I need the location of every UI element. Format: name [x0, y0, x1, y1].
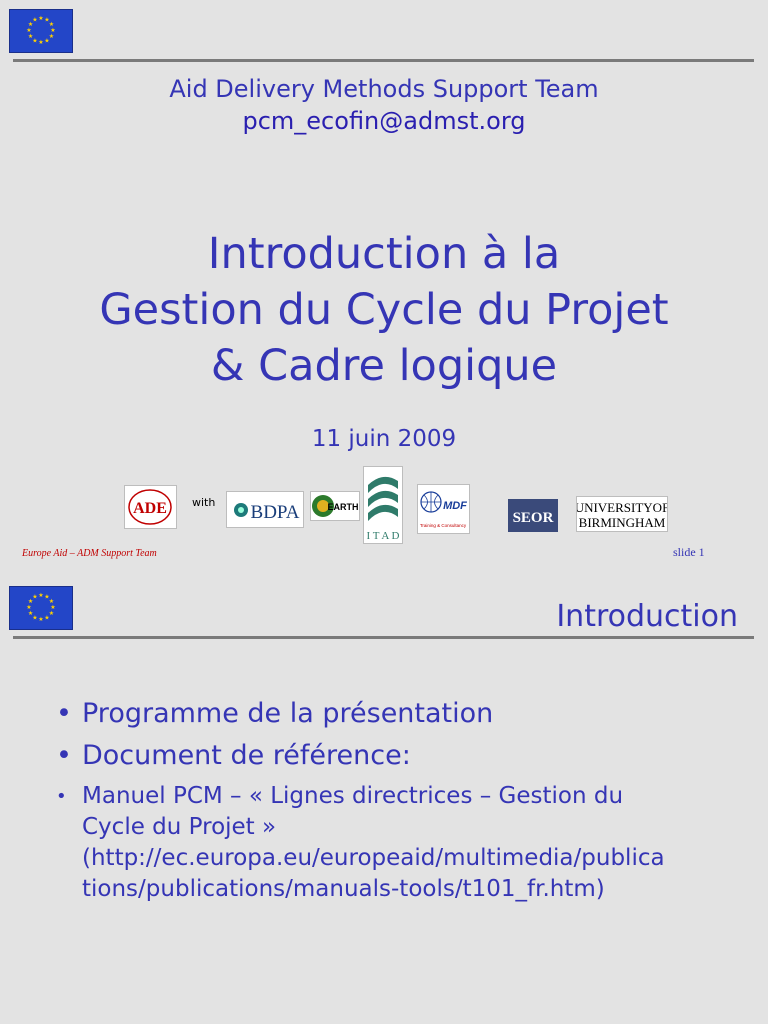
team-name: Aid Delivery Methods Support Team	[169, 75, 599, 103]
svg-text:★: ★	[27, 610, 34, 617]
svg-text:★: ★	[38, 616, 44, 623]
svg-text:★: ★	[48, 21, 55, 28]
mdf-logo-text: MDF	[443, 500, 467, 512]
ade-logo	[124, 485, 177, 529]
svg-text:★: ★	[26, 604, 32, 611]
sub-bullet-manual	[56, 781, 756, 905]
mdf-logo	[417, 484, 470, 534]
svg-text:★: ★	[26, 27, 32, 34]
svg-text:★: ★	[38, 592, 44, 599]
seor-logo-text: SEOR	[512, 510, 554, 526]
svg-text:★: ★	[44, 593, 50, 601]
svg-text:★: ★	[27, 33, 34, 40]
bullet-text: Document de référence:	[82, 740, 411, 771]
bullet-item-document	[56, 735, 756, 777]
svg-text:★: ★	[32, 16, 38, 24]
itad-logo-text: I T A D	[366, 530, 400, 542]
eu-flag-icon-2	[9, 586, 73, 630]
bullet-dot: •	[56, 698, 72, 729]
bullet-item-programme	[56, 693, 756, 735]
svg-text:★: ★	[27, 598, 34, 605]
slide2-heading: Introduction	[556, 599, 738, 634]
sub-bullet-line-3[interactable]: (http://ec.europa.eu/europeaid/multimedia/publica	[82, 845, 665, 871]
svg-text:★: ★	[38, 39, 44, 46]
svg-text:★: ★	[48, 33, 55, 40]
title-line-2: Gestion du Cycle du Projet	[99, 285, 669, 335]
earth-logo-text: EARTH	[327, 502, 359, 512]
slide-title	[0, 226, 768, 394]
svg-text:★: ★	[48, 610, 55, 617]
header-rule	[13, 59, 754, 62]
svg-text:★: ★	[38, 15, 44, 22]
mdf-logo-subtext: Training & Consultancy	[419, 523, 467, 528]
bullet-text: Programme de la présentation	[82, 698, 494, 729]
main-bullets	[56, 693, 756, 777]
header-rule-2	[13, 636, 754, 639]
contact-email[interactable]: pcm_ecofin@admst.org	[242, 107, 526, 135]
birmingham-logo	[576, 496, 668, 532]
itad-logo	[363, 466, 403, 544]
slide-number: slide 1	[673, 545, 705, 559]
bullet-dot: •	[56, 740, 72, 771]
birmingham-logo-line2: BIRMINGHAM	[578, 515, 666, 530]
earth-logo	[310, 491, 360, 521]
svg-text:★: ★	[44, 16, 50, 24]
sub-bullet-dot: •	[56, 786, 67, 807]
svg-text:★: ★	[32, 614, 38, 622]
bdpa-logo	[226, 491, 304, 528]
sub-bullet-line-2: Cycle du Projet »	[82, 814, 277, 840]
svg-text:★: ★	[32, 37, 38, 45]
bdpa-logo-text: BDPA	[250, 502, 300, 523]
with-label: with	[192, 496, 216, 509]
presentation-date: 11 juin 2009	[311, 426, 457, 452]
svg-text:★: ★	[50, 604, 56, 611]
ade-logo-text: ADE	[133, 500, 167, 517]
svg-text:★: ★	[27, 21, 34, 28]
svg-text:★: ★	[44, 614, 50, 622]
birmingham-logo-line1: UNIVERSITYOF	[577, 500, 667, 515]
svg-text:★: ★	[48, 598, 55, 605]
svg-text:★: ★	[44, 37, 50, 45]
title-line-1: Introduction à la	[207, 229, 561, 279]
eu-flag-icon	[9, 9, 73, 53]
seor-logo	[508, 499, 558, 532]
sub-bullet-text	[82, 781, 665, 905]
title-line-3: & Cadre logique	[210, 341, 558, 391]
footer-team: Europe Aid – ADM Support Team	[22, 548, 157, 559]
sub-bullet-line-1: Manuel PCM – « Lignes directrices – Gestion du	[82, 783, 624, 809]
sub-bullet-line-4[interactable]: tions/publications/manuals-tools/t101_fr.htm)	[82, 876, 605, 902]
svg-text:★: ★	[32, 593, 38, 601]
svg-text:★: ★	[50, 27, 56, 34]
